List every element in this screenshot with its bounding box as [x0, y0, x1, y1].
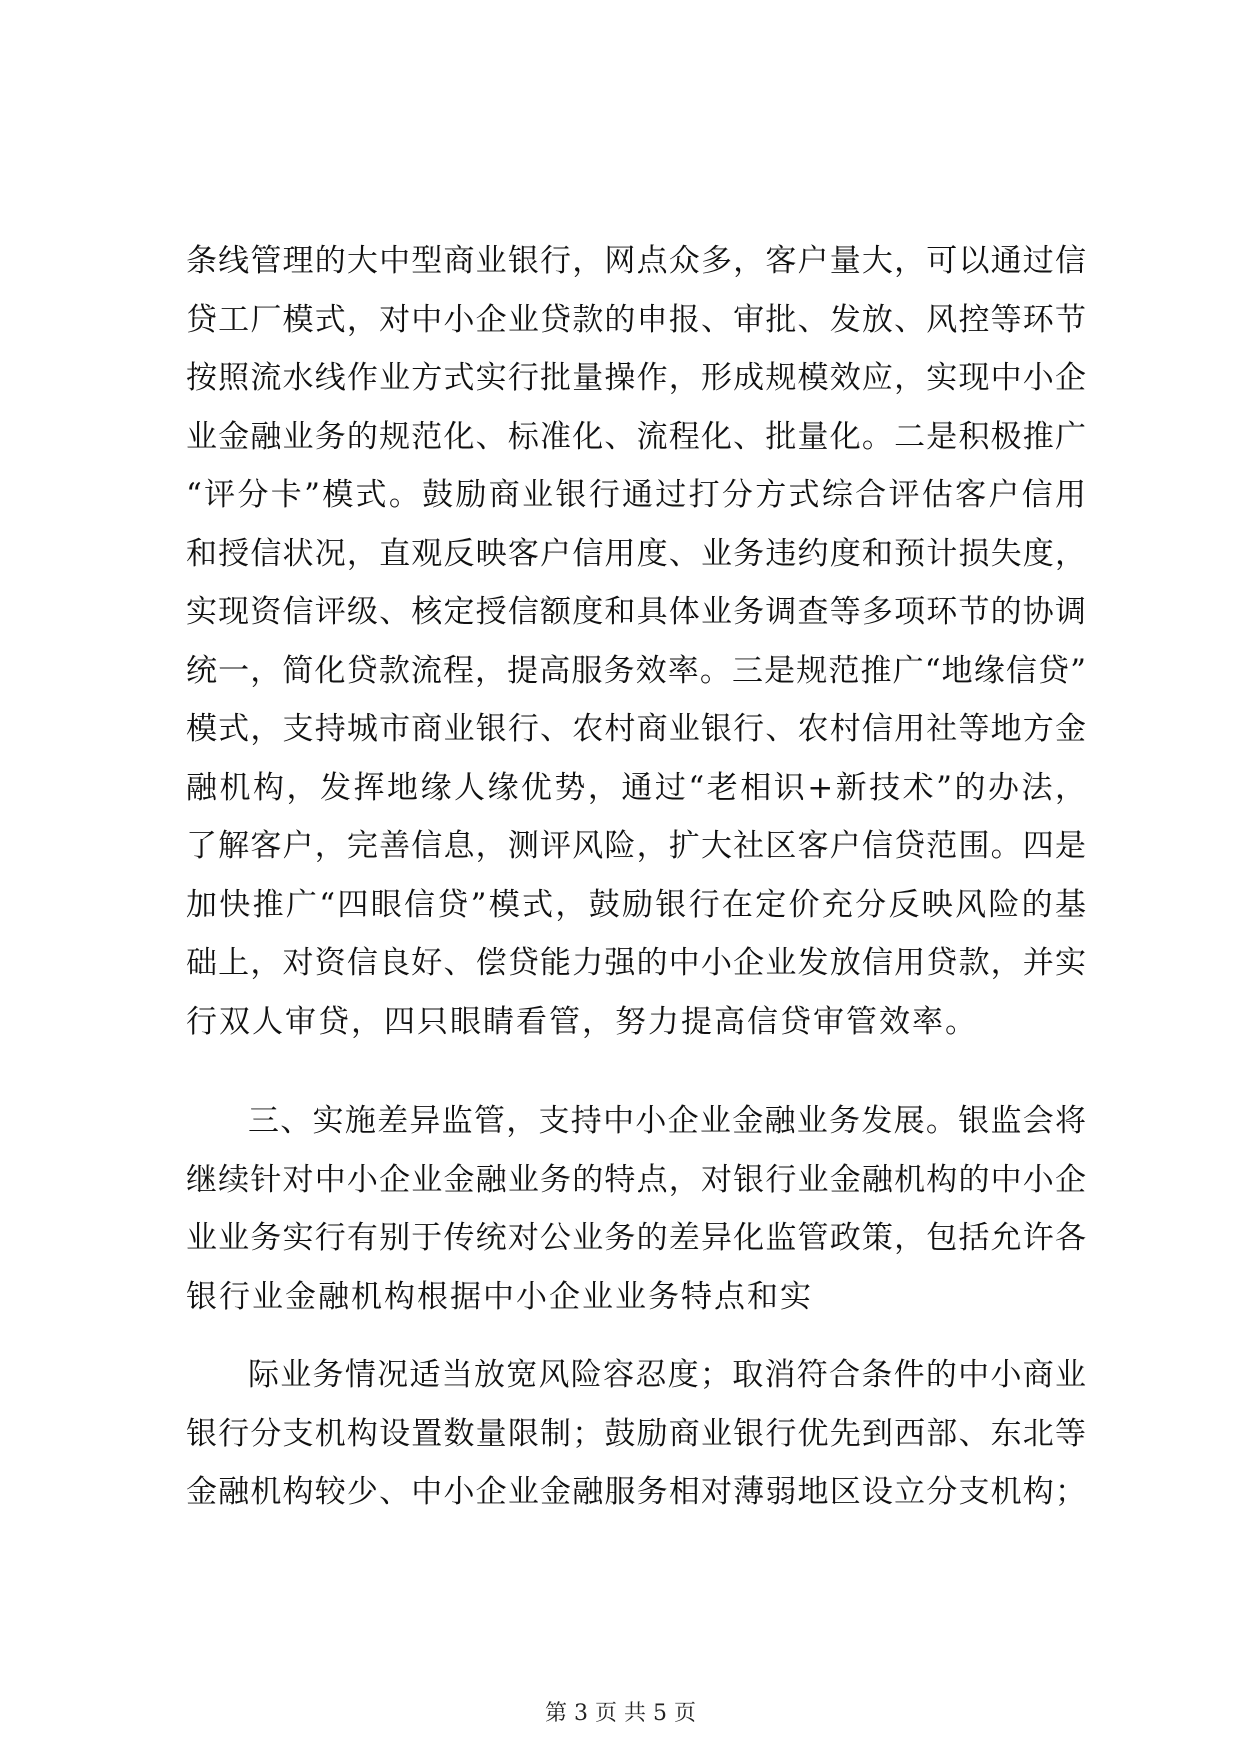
- paragraph-1: [186, 232, 1086, 1051]
- text-line: 了解客户，完善信息，测评风险，扩大社区客户信贷范围。四是: [186, 828, 1086, 864]
- text-line: 业金融业务的规范化、标准化、流程化、批量化。二是积极推广: [186, 418, 1086, 455]
- text-line: 行双人审贷，四只眼睛看管，努力提高信贷审管效率。: [186, 1003, 978, 1040]
- text-line: “评分卡”模式。鼓励商业银行通过打分方式综合评估客户信用: [186, 477, 1086, 513]
- text-line: 和授信状况，直观反映客户信用度、业务违约度和预计损失度，: [186, 535, 1086, 572]
- text-line: 银行分支机构设置数量限制；鼓励商业银行优先到西部、东北等: [186, 1415, 1086, 1452]
- paragraph-2: [186, 1092, 1086, 1326]
- text-line: 统一，简化贷款流程，提高服务效率。三是规范推广“地缘信贷”: [186, 652, 1086, 689]
- text-line: 银行业金融机构根据中小企业业务特点和实: [186, 1278, 813, 1315]
- text-line: 融机构，发挥地缘人缘优势，通过“老相识+新技术”的办法，: [186, 769, 1086, 806]
- text-line: 模式，支持城市商业银行、农村商业银行、农村信用社等地方金: [186, 711, 1086, 747]
- text-line: 际业务情况适当放宽风险容忍度；取消符合条件的中小商业: [248, 1357, 1086, 1393]
- text-line: 条线管理的大中型商业银行，网点众多，客户量大，可以通过信: [186, 243, 1086, 279]
- text-line: 加快推广“四眼信贷”模式，鼓励银行在定价充分反映风险的基: [186, 886, 1086, 923]
- page-number-footer: 第 3 页 共 5 页: [545, 1701, 696, 1726]
- text-line: 继续针对中小企业金融业务的特点，对银行业金融机构的中小企: [186, 1161, 1086, 1198]
- text-line: 三、实施差异监管，支持中小企业金融业务发展。银监会将: [248, 1103, 1086, 1139]
- text-line: 贷工厂模式，对中小企业贷款的申报、审批、发放、风控等环节: [186, 301, 1086, 338]
- text-line: 实现资信评级、核定授信额度和具体业务调查等多项环节的协调: [186, 594, 1086, 630]
- text-line: 业业务实行有别于传统对公业务的差异化监管政策，包括允许各: [186, 1220, 1086, 1256]
- text-line: 础上，对资信良好、偿贷能力强的中小企业发放信用贷款，并实: [186, 945, 1086, 981]
- text-line: 按照流水线作业方式实行批量操作，形成规模效应，实现中小企: [186, 360, 1086, 396]
- text-line: 金融机构较少、中小企业金融服务相对薄弱地区设立分支机构；: [186, 1474, 1086, 1510]
- paragraph-3: [186, 1346, 1086, 1522]
